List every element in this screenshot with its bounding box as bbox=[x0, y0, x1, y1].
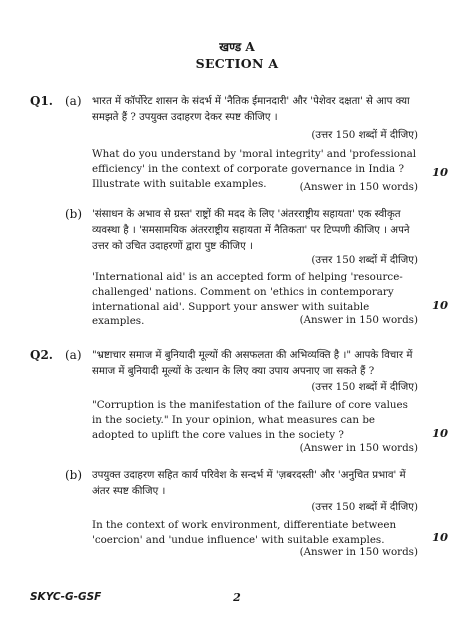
khand-heading: खण्ड A bbox=[219, 40, 255, 54]
question-text-hindi: भारत में कॉर्पोरेट शासन के संदर्भ में 'नैतिक ईमानदारी' और 'पेशेवर दक्षता' से आप क्या समझते हैं ? उपयुक्त उदाहरण देकर स्पष्ट कीजिए । bbox=[92, 96, 410, 123]
word-limit-english: (Answer in 150 words) bbox=[299, 314, 418, 326]
question-number: Q1. bbox=[30, 94, 53, 108]
page-number: 2 bbox=[233, 591, 241, 604]
question-text-hindi: उपयुक्त उदाहरण सहित कार्य परिवेश के सन्दर्भ में 'ज़बरदस्ती' और 'अनुचित प्रभाव' में अंतर स्पष्ट कीजिए । bbox=[92, 470, 406, 497]
word-limit-english: (Answer in 150 words) bbox=[299, 181, 418, 193]
part-label: (b) bbox=[65, 468, 83, 482]
word-limit-english: (Answer in 150 words) bbox=[299, 546, 418, 558]
marks: 10 bbox=[432, 426, 449, 440]
question-text-hindi: "भ्रष्टाचार समाज में बुनियादी मूल्यों की असफलता की अभिव्यक्ति है ।" आपके विचार में समाज में बुनियादी मूल्यों के उत्थान के लिए क्या उपाय अपनाए जा सकते हैं ? bbox=[92, 350, 413, 377]
question-text-english: In the context of work environment, differentiate between 'coercion' and 'undue influence' with suitable examples. bbox=[92, 519, 397, 546]
word-limit-hindi: (उत्तर 150 शब्दों में दीजिए) bbox=[311, 129, 418, 141]
marks: 10 bbox=[432, 530, 449, 544]
word-limit-hindi: (उत्तर 150 शब्दों में दीजिए) bbox=[311, 381, 418, 393]
marks: 10 bbox=[432, 298, 449, 312]
part-label: (b) bbox=[65, 207, 83, 221]
question-text-english: 'International aid' is an accepted form of helping 'resource-challenged' nations. Comment on 'ethics in contemporary international aid'. Support your answer with suitable examples. bbox=[92, 271, 403, 328]
part-label: (a) bbox=[65, 94, 82, 108]
part-label: (a) bbox=[65, 348, 82, 362]
marks: 10 bbox=[432, 165, 449, 179]
question-text-english: What do you understand by 'moral integrity' and 'professional efficiency' in the context of corporate governance in India ? Illustrate with suitable examples. bbox=[92, 148, 417, 190]
question-text-hindi: 'संसाधन के अभाव से ग्रस्त' राष्ट्रों की मदद के लिए 'अंतरराष्ट्रीय सहायता' एक स्वीकृत व्यवस्था है । 'समसामयिक अंतरराष्ट्रीय सहायता में नैतिकता' पर टिप्पणी कीजिए । अपने उत्तर को उचित उदाहरणों द्वारा पुष्ट कीजिए । bbox=[92, 209, 410, 252]
word-limit-hindi: (उत्तर 150 शब्दों में दीजिए) bbox=[311, 254, 418, 266]
word-limit-english: (Answer in 150 words) bbox=[299, 442, 418, 454]
question-text-english: "Corruption is the manifestation of the failure of core values in the society." In your opinion, what measures can be adopted to uplift the core values in the society ? bbox=[92, 399, 408, 441]
section-heading: SECTION A bbox=[195, 56, 279, 71]
word-limit-hindi: (उत्तर 150 शब्दों में दीजिए) bbox=[311, 501, 418, 513]
question-number: Q2. bbox=[30, 348, 53, 362]
paper-code: SKYC-G-GSF bbox=[30, 591, 102, 603]
